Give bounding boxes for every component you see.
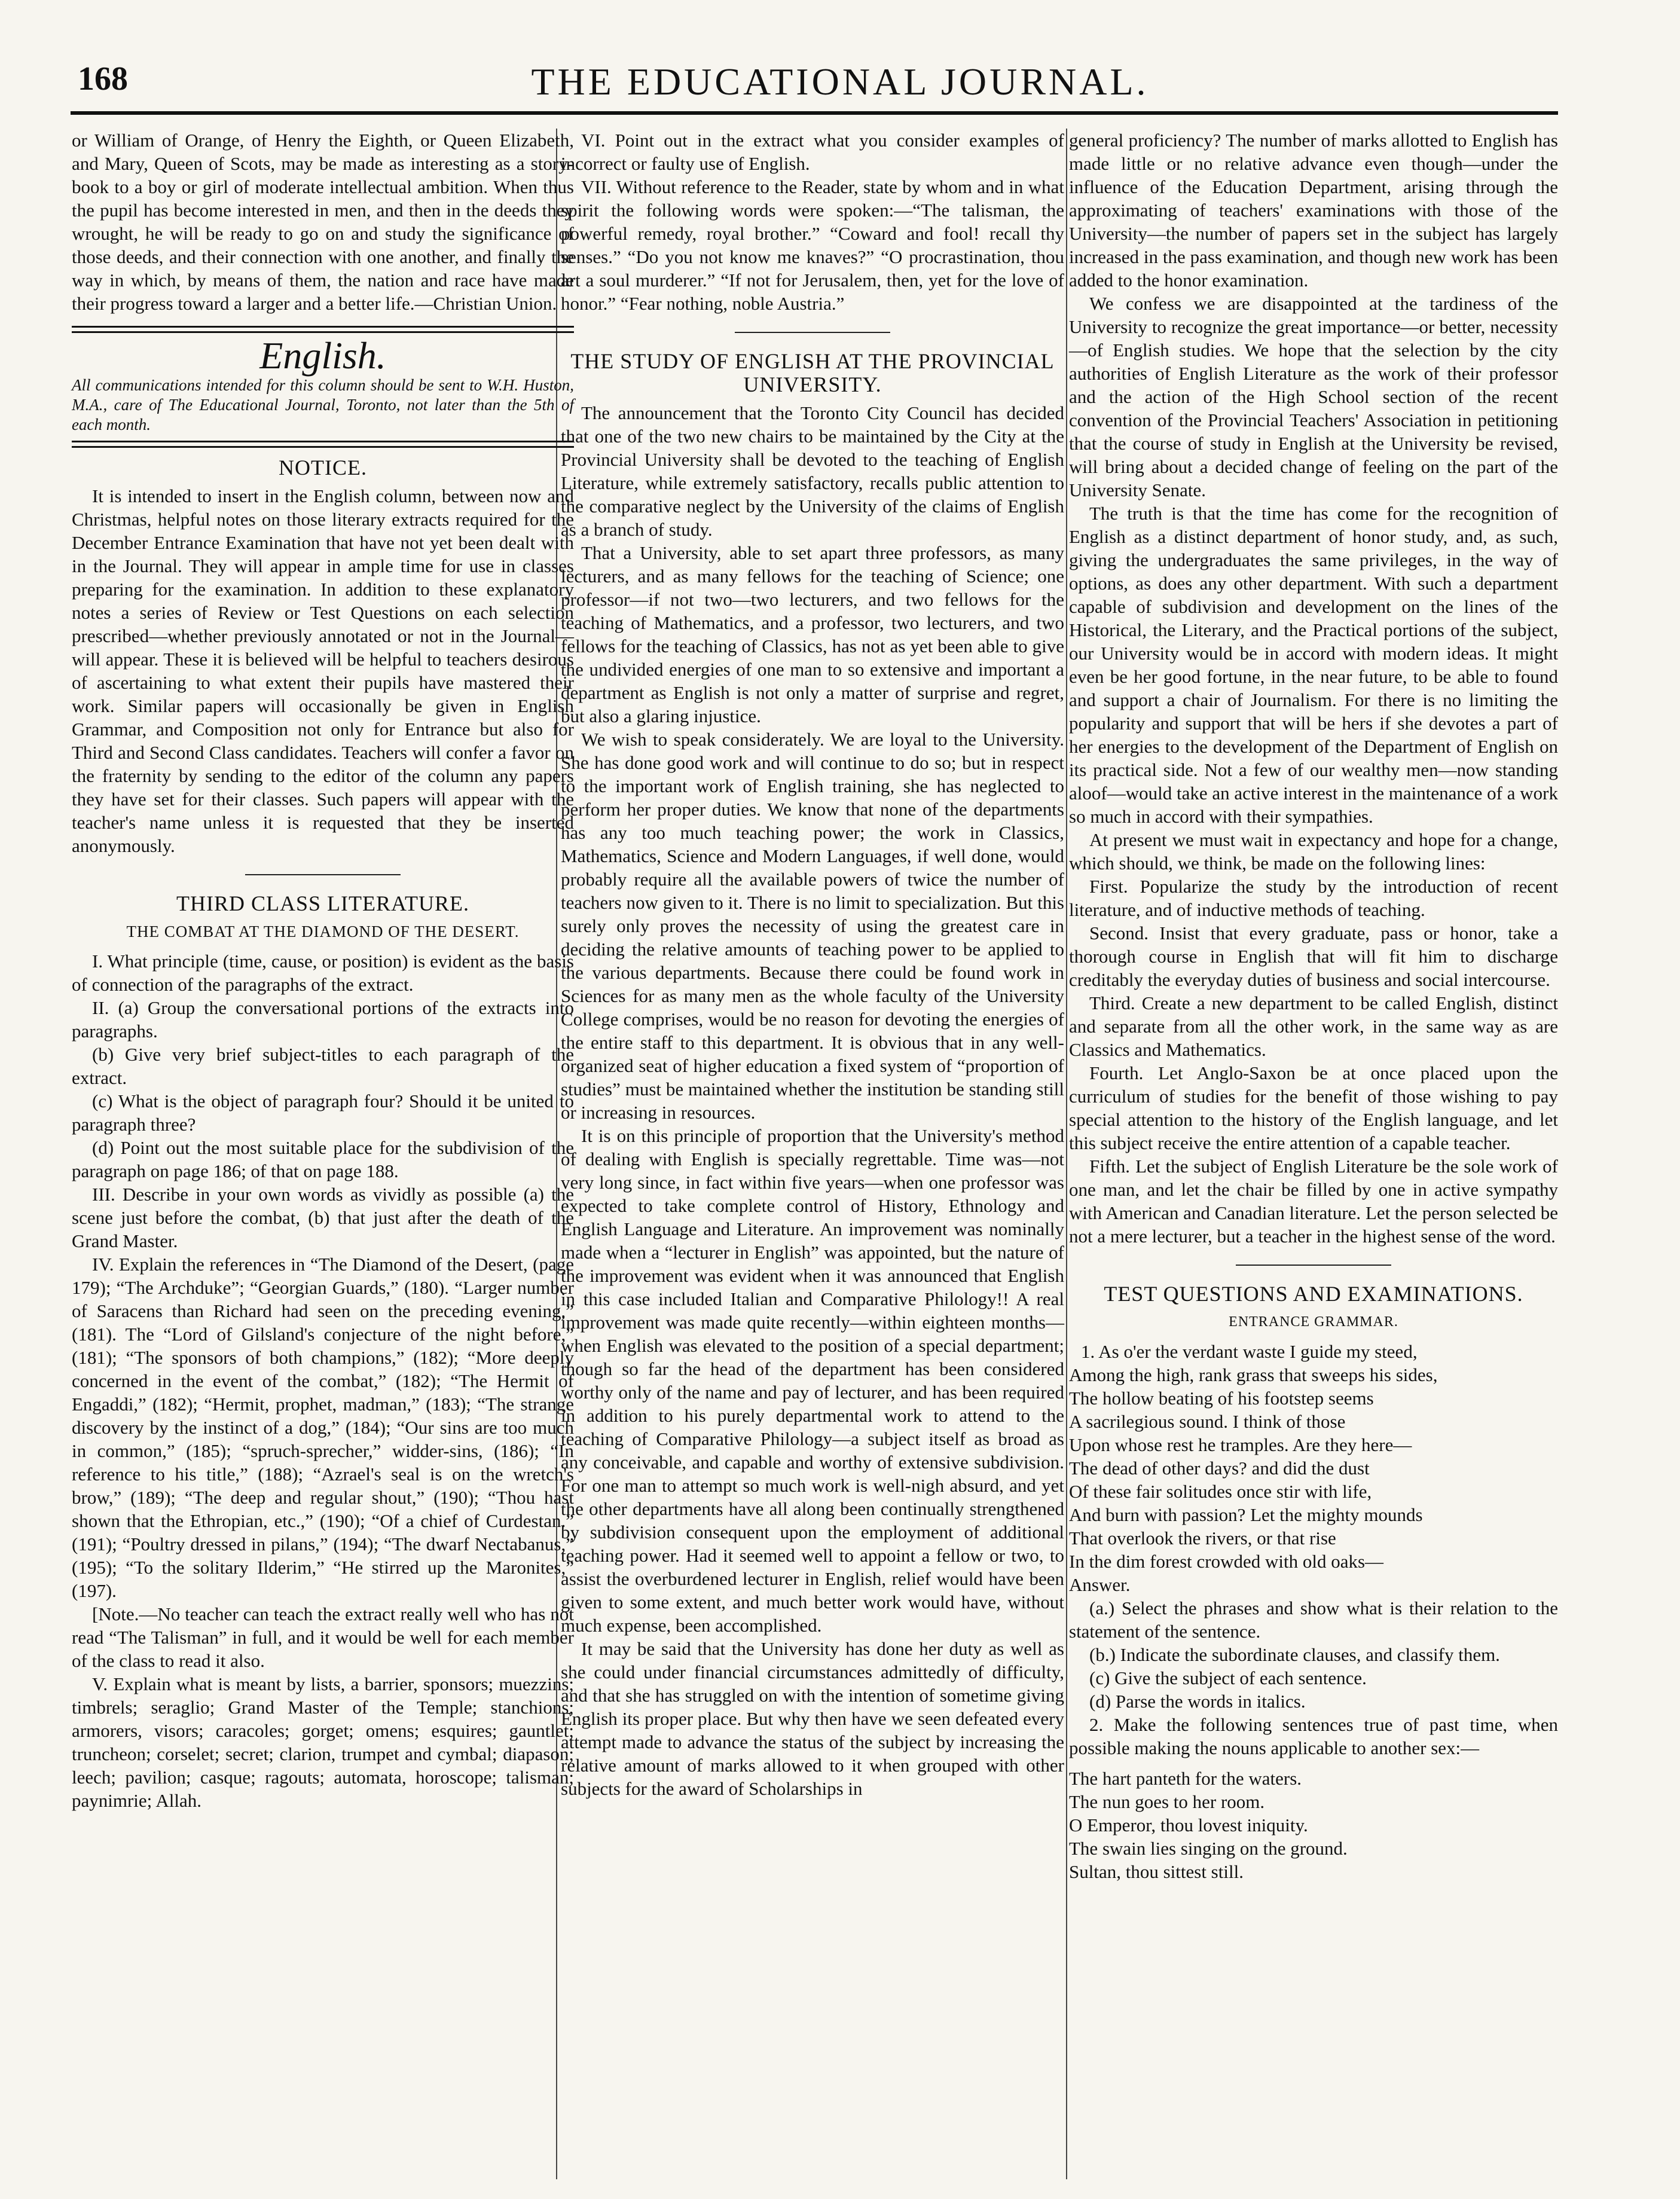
question-3: III. Describe in your own words as vividly as possible (a) the scene just before the combat, (b) that just after the death of the Grand Master. — [72, 1184, 574, 1251]
notice-paragraph: It is intended to insert in the English column, between now and Christmas, helpful notes on those literary extracts required for the December Entrance Examination that have not yet been dealt with in the Journal. They will appear in ample time for use in classes preparing for the examination. In addition to these explanatory notes a series of Review or Test Questions on each selection prescribed—whether previously annotated or not in the Journal—will appear. These it is believed will be helpful to teachers desirous of ascertaining to what extent their pupils have mastered their work. Similar papers will occasionally be given in English Grammar, and Composition not only for Entrance but also for Third and Second Class candidates. Teachers will confer a favor on the fraternity by sending to the editor of the column any papers they have set for their classes. Such papers will appear with the teacher's name unless it is requested that they be inserted anonymously. — [72, 485, 574, 856]
question-2c: (c) What is the object of paragraph four? Should it be united to paragraph three? — [72, 1091, 574, 1135]
test-questions-heading: TEST QUESTIONS AND EXAMINATIONS. — [1104, 1282, 1523, 1306]
english-heading: English. — [259, 334, 386, 377]
study-paragraph-5: It may be said that the University has done her duty as well as she could under financial circumstances admittedly of difficulty, and that she has struggled on with the intention of sometime giving English its proper place. But why then have we seen defeated every attempt made to advance the status of the subject by increasing the relative amount of marks allowed to it when grouped with other subjects for the award of Scholarships in — [561, 1638, 1064, 1799]
poem-line: A sacrilegious sound. I think of those — [1069, 1411, 1346, 1432]
recommendation-fifth: Fifth. Let the subject of English Literature be the sole work of one man, and let the chair be filled by one in active sympathy with American and Canadian literature. Let the person selected be not a mere lecturer, but a teacher in the highest sense of the word. — [1069, 1156, 1558, 1247]
study-paragraph-1: The announcement that the Toronto City Council has decided that one of the two new chairs to be maintained by the City at the Provincial University shall be devoted to the teaching of English Literature, while extremely satisfactory, recalls public attention to the comparative neglect by the University of the claims of English as a branch of study. — [561, 402, 1064, 540]
poem-line: Among the high, rank grass that sweeps his sides, — [1069, 1364, 1438, 1385]
poem-line: The hollow beating of his footstep seems — [1069, 1388, 1374, 1409]
section-separator — [245, 874, 401, 875]
question-6: VI. Point out in the extract what you consider examples of incorrect or faulty use of English. — [561, 130, 1064, 174]
double-rule — [72, 441, 574, 448]
poem-line: Of these fair solitudes once stir with life, — [1069, 1481, 1372, 1502]
double-rule — [72, 326, 574, 333]
column-2 — [561, 129, 1064, 1800]
question-2a: II. (a) Group the conversational portions of the extracts into paragraphs. — [72, 997, 574, 1042]
grammar-question-d: (d) Parse the words in italics. — [1089, 1691, 1306, 1712]
intro-paragraph: or William of Orange, of Henry the Eighth, or Queen Elizabeth, and Mary, Queen of Scots, may be made as interesting as a story-book to a boy or girl of moderate intellectual ambition. When thus the pupil has become interested in men, and then in the deeds they wrought, he will be ready to go on and study the significance of those deeds, and their connection with one another, and finally the way in which, by means of them, the nation and race have made their progress toward a larger and a better life.—Christian Union. — [72, 130, 574, 314]
page-number: 168 — [78, 60, 128, 97]
combat-subheading: THE COMBAT AT THE DIAMOND OF THE DESERT. — [126, 923, 520, 940]
poem-line: Answer. — [1069, 1574, 1131, 1595]
sentence-item: O Emperor, thou lovest iniquity. — [1069, 1815, 1308, 1835]
question-1: I. What principle (time, cause, or position) is evident as the basis of connection of the paragraphs of the extract. — [72, 951, 574, 995]
question-5: V. Explain what is meant by lists, a barrier, sponsors; muezzins; timbrels; seraglio; Grand Master of the Temple; stanchions; armorers, visors; caracoles; gorget; omens; esquires; gauntlet; truncheon; corselet; secret; clarion, trumpet and cymbal; diapason; leech; pavilion; casque; ragouts; automata, horoscope; talisman; paynimrie; Allah. — [72, 1673, 574, 1811]
section-separator — [1236, 1265, 1391, 1266]
sentence-item: The nun goes to her room. — [1069, 1791, 1265, 1812]
sentence-item: The swain lies singing on the ground. — [1069, 1838, 1348, 1859]
study-paragraph-6: general proficiency? The number of marks allotted to English has made little or no relative advance even though—under the influence of the Education Department, arising through the approximating of teachers' examinations with those of the University—the number of papers set in the subject has largely increased in the pass examination, and though new work has been added to the honor examination. — [1069, 130, 1558, 291]
recommendation-fourth: Fourth. Let Anglo-Saxon be at once placed upon the curriculum of studies for the benefit of those wishing to pay special attention to the history of the English language, and let this subject receive the entire attention of a capable teacher. — [1069, 1062, 1558, 1153]
grammar-question-b: (b.) Indicate the subordinate clauses, and classify them. — [1089, 1644, 1500, 1665]
study-paragraph-4: It is on this principle of proportion that the University's method of dealing with English is specially regrettable. Time was—not very long since, in fact within five years—when one professor was expected to take complete control of History, Ethnology and English Language and Literature. An improvement was nominally made when a “lecturer in English” was appointed, but the nature of the improvement was evident when it was announced that English in this case included Italian and Comparative Philology!! A real improvement was made quite recently—within eighteen months—when English was elevated to the position of a special department; though so far the head of the department has been considered worthy only of the name and pay of lecturer, and has been required in addition to his purely departmental work to attend to the teaching of Comparative Philology—a subject itself as broad as any conceivable, and capable and worthy of extensive subdivision. For one man to attempt so much work is well-nigh absurd, and yet the other departments have all along been continually strengthened by subdivision consequent upon the employment of additional teaching power. Had it seemed well to appoint a fellow or two, to assist the overburdened lecturer in English, relief would have been given to some extent, and much better work would have, without much expense, been accomplished. — [561, 1125, 1064, 1636]
column-3 — [1069, 129, 1558, 1883]
third-class-heading: THIRD CLASS LITERATURE. — [176, 891, 469, 915]
question-2b: (b) Give very brief subject-titles to each paragraph of the extract. — [72, 1044, 574, 1088]
question-7: VII. Without reference to the Reader, state by whom and in what spirit the following words were spoken:—“The talisman, the powerful remedy, royal brother.” “Coward and fool! recall thy senses.” “Do you not know me knaves?” “O procrastination, thou art a soul murderer.” “If not for Jerusalem, then, yet for the love of honor.” “Fear nothing, noble Austria.” — [561, 176, 1064, 314]
grammar-question-c: (c) Give the subject of each sentence. — [1089, 1667, 1367, 1688]
poem-line: And burn with passion? Let the mighty mounds — [1069, 1504, 1423, 1525]
entrance-grammar-subheading: ENTRANCE GRAMMAR. — [1229, 1314, 1398, 1330]
column-rule-2 — [1066, 129, 1067, 2179]
grammar-question-a: (a.) Select the phrases and show what is their relation to the statement of the sentence. — [1069, 1598, 1558, 1642]
sentence-item: The hart panteth for the waters. — [1069, 1768, 1302, 1789]
top-rule — [71, 111, 1558, 115]
section-separator — [735, 332, 890, 333]
question-2d: (d) Point out the most suitable place for the subdivision of the paragraph on page 186; of that on page 188. — [72, 1137, 574, 1181]
study-paragraph-8: The truth is that the time has come for the recognition of English as a distinct department of honor study, and, as such, giving the undergraduates the same privileges, in the way of options, as does any other department. With such a department capable of subdivision and development on the lines of the Historical, the Literary, and the Practical portions of the subject, our University would be in accord with modern ideas. It might even be her good fortune, in the near future, to be able to found and support a chair of Journalism. For there is no limiting the popularity and support that will be hers if she devotes a part of her energies to the development of the Department of English on its practical side. Not a few of our wealthy men—now standing aloof—would take an active interest in the maintenance of a work so much in accord with their sympathies. — [1069, 503, 1558, 827]
poem-line: The dead of other days? and did the dust — [1069, 1458, 1370, 1479]
recommendation-second: Second. Insist that every graduate, pass or honor, take a thorough course in English that will fit him to discharge creditably the everyday duties of business and social intercourse. — [1069, 923, 1558, 990]
poem-extract — [1069, 1340, 1558, 1596]
sentence-item: Sultan, thou sittest still. — [1069, 1861, 1244, 1882]
column-1 — [72, 129, 574, 1812]
study-paragraph-2: That a University, able to set apart three professors, as many lecturers, and as many fellows for the teaching of Science; one professor—if not two—two lecturers, and two fellows for the teaching of Mathematics, and a professor, two lecturers, and two fellows for the teaching of Classics, has not as yet been able to give the undivided energies of one man to so extensive and important a department as English is not only a matter of surprise and regret, but also a glaring injustice. — [561, 542, 1064, 726]
grammar-question-2: 2. Make the following sentences true of past time, when possible making the nouns applicable to another sex:— — [1069, 1714, 1558, 1758]
study-paragraph-9: At present we must wait in expectancy and hope for a change, which should, we think, be made on the following lines: — [1069, 829, 1558, 874]
study-paragraph-7: We confess we are disappointed at the tardiness of the University to recognize the great importance—or better, necessity—of English studies. We hope that the selection by the city authorities of English Literature as the work of their professor and the action of the High School section of the recent convention of the Provincial Teachers' Association in petitioning that the course of study in English at the University be revised, will bring about a decided change of feeling on the part of the University Senate. — [1069, 293, 1558, 500]
running-head: THE EDUCATIONAL JOURNAL. — [531, 60, 1149, 103]
study-of-english-heading: THE STUDY OF ENGLISH AT THE PROVINCIAL UNIVERSITY. — [570, 349, 1055, 396]
poem-line: 1. As o'er the verdant waste I guide my steed, — [1081, 1341, 1418, 1362]
sentence-list — [1069, 1767, 1558, 1883]
poem-line: In the dim forest crowded with old oaks— — [1069, 1551, 1384, 1572]
english-column-note: All communications intended for this column should be sent to W.H. Huston, M.A., care of The Educational Journal, Toronto, not later than the 5th of each month. — [72, 376, 574, 433]
talisman-note: [Note.—No teacher can teach the extract really well who has not read “The Talisman” in full, and it would be well for each member of the class to read it also. — [72, 1604, 574, 1671]
notice-heading: NOTICE. — [279, 456, 367, 479]
study-paragraph-3: We wish to speak considerately. We are loyal to the University. She has done good work and will continue to do so; but in respect to the important work of English training, she has neglected to perform her proper duties. We know that none of the departments has any too much teaching power; the work in Classics, Mathematics, Science and Modern Languages, if well done, would probably require all the available powers of twice the number of teachers now given to it. There is no limit to specialization. But this surely only proves the necessity of using the greatest care in deciding the relative amounts of teaching power to be applied to the various departments. Because there could be found work in Sciences for as many men as the whole faculty of the University College comprises, would be no reason for devoting the energies of the entire staff to this department. It is obvious that in any well-organized seat of higher education a fixed system of “proportion of studies” must be maintained whether the institution be standing still or increasing in resources. — [561, 729, 1064, 1123]
recommendation-third: Third. Create a new department to be called English, distinct and separate from all the other work, in the same way as are Classics and Mathematics. — [1069, 992, 1558, 1060]
poem-line: Upon whose rest he tramples. Are they here— — [1069, 1434, 1412, 1455]
recommendation-first: First. Popularize the study by the introduction of recent literature, and of inductive methods of teaching. — [1069, 876, 1558, 920]
question-4: IV. Explain the references in “The Diamond of the Desert, (page 179); “The Archduke”; “Georgian Guards,” (180). “Larger number of Saracens than Richard had seen on the preceding evening,” (181). The “Lord of Gilsland's conjecture of the night before,” (181); “The sponsors of both champions,” (182); “More deeply concerned in the event of the combat,” (182); “The Hermit of Engaddi,” (182); “Hermit, prophet, madman,” (183); “The strange discovery by the instinct of a dog,” (184); “Our sins are too much in common,” (185); “spruch-sprecher,” widder-sins, (186); “In reference to his title,” (188); “Azrael's seal is on the wretch's brow,” (189); “The deep and regular shout,” (190); “Thou hast shown that the Ethropian, etc.,” (190); “Of a chief of Curdestan.” (191); “Poultry dressed in pilans,” (194); “The dwarf Nectabanus,” (195); “To the solitary Ilderim,” “He stirred up the Maronites,” (197). — [72, 1254, 574, 1601]
poem-line: That overlook the rivers, or that rise — [1069, 1528, 1336, 1549]
